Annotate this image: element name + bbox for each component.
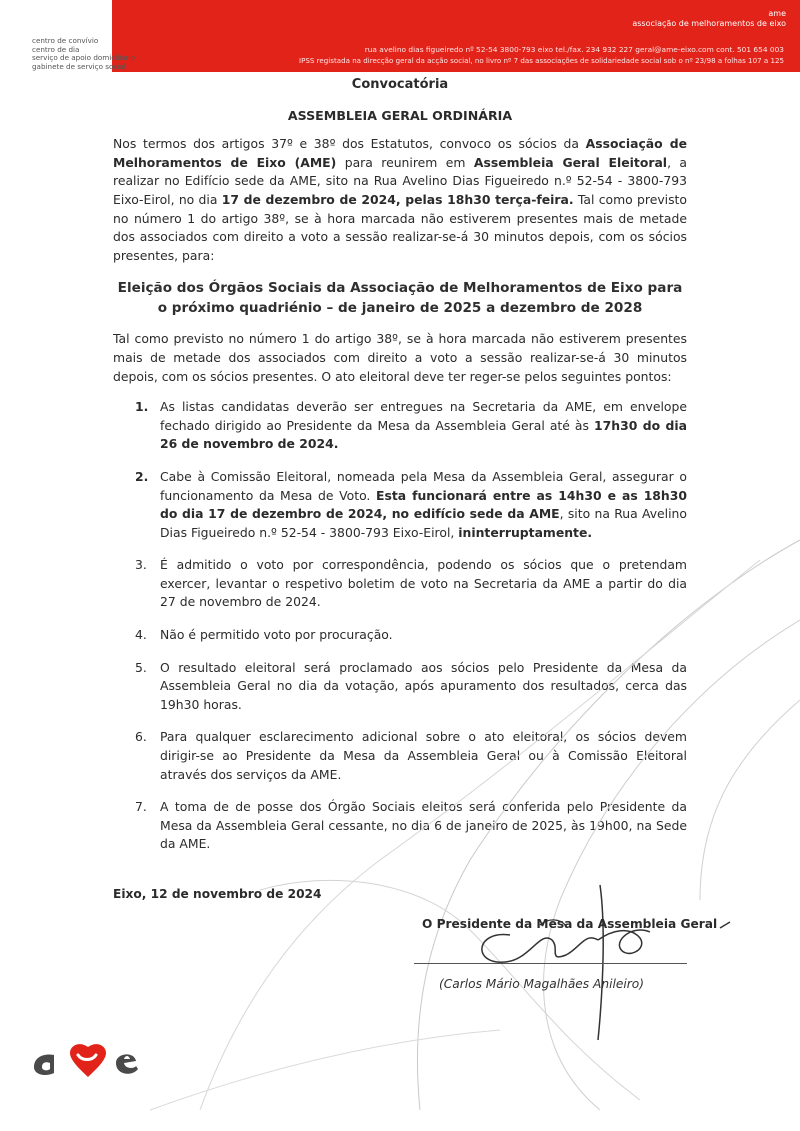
rule-text: , sito na Rua Avelino Dias Figueiredo n.º 52-54 - 3800-793 Eixo-Eirol, bbox=[160, 506, 687, 540]
date-line: Eixo, 12 de novembro de 2024 bbox=[113, 887, 322, 901]
signer-title: O Presidente da Mesa da Assembleia Geral bbox=[422, 917, 718, 931]
rule-number: 4. bbox=[135, 627, 147, 643]
header-org-short: ame bbox=[768, 9, 786, 18]
rule-text: As listas candidatas deverão ser entregues na Secretaria da AME, em envelope fechado dirigido ao Presidente da Mesa da Assembleia Geral até às bbox=[160, 399, 687, 433]
intro-text: Tal como previsto no número 1 do artigo 38º, se à hora marcada não estiverem presentes mais de metade dos associados com direito a voto a sessão realizar-se-á 30 minutos depois, com os sócios presentes, para: bbox=[113, 191, 687, 263]
election-heading: Eleição dos Órgãos Sociais da Associação de Melhoramentos de Eixo para o próximo quadriénio – de janeiro de 2025 a dezembro de 2028 bbox=[117, 280, 683, 317]
service-item: gabinete de serviço social bbox=[32, 61, 126, 71]
rule-text: Cabe à Comissão Eleitoral, nomeada pela Mesa da Assembleia Geral, assegurar o funcionamento da Mesa de Voto. bbox=[160, 468, 687, 503]
signature-line bbox=[414, 963, 687, 964]
intro-bold: Assembleia Geral Eleitoral bbox=[473, 154, 668, 170]
rule-number: 1. bbox=[135, 399, 149, 415]
intro-bold: Associação de Melhoramentos de Eixo (AME) bbox=[113, 136, 687, 170]
intro-text: , a realizar no Edifício sede da AME, sito na Rua Avelino Dias Figueiredo n.º 52-54 - 3800-793 Eixo-Eirol, no dia bbox=[113, 154, 688, 207]
rule-number: 7. bbox=[135, 799, 147, 815]
rule-number: 5. bbox=[135, 659, 147, 675]
intro-text: Nos termos dos artigos 37º e 38º dos Estatutos, convoco os sócios da bbox=[113, 136, 586, 152]
rules-paragraph: Tal como previsto no número 1 do artigo 38º, se à hora marcada não estiverem presentes mais de metade dos associados com direito a voto a sessão realizar-se-á 30 minutos depois, com os sócios presentes. O ato eleitoral deve ter reger-se pelos seguintes pontos: bbox=[113, 331, 687, 384]
service-item: serviço de apoio domiciliário bbox=[32, 53, 135, 63]
service-item: centro de dia bbox=[32, 44, 80, 54]
header-contact-line: rua avelino dias figueiredo nº 52-54 3800-793 eixo tel./fax. 234 932 227 geral@ame-eixo.com cont. 501 654 003 bbox=[364, 45, 784, 54]
intro-text: para reunirem em bbox=[336, 154, 474, 170]
header-ipss-line: IPSS registada na direcção geral da acção social, no livro nº 7 das associações de solidariedade social sob o nº 23/98 a folhas 107 a 125 bbox=[299, 56, 784, 65]
ame-logo bbox=[30, 1039, 180, 1083]
rule-text: O resultado eleitoral será proclamado aos sócios pelo Presidente da Mesa da Assembleia Geral no dia da votação, após apuramento dos resultados, cerca das 19h30 horas. bbox=[160, 659, 687, 712]
rule-text: Para qualquer esclarecimento adicional sobre o ato eleitoral, os sócios devem dirigir-se ao Presidente da Mesa da Assembleia Geral ou à Comissão Eleitoral através dos serviços da AME. bbox=[160, 729, 687, 782]
intro-bold: 17 de dezembro de 2024, pelas 18h30 terça-feira. bbox=[221, 191, 574, 207]
rule-number: 2. bbox=[135, 468, 149, 484]
signer-name: (Carlos Mário Magalhães Anileiro) bbox=[439, 977, 644, 991]
service-item: centro de convívio bbox=[32, 36, 99, 45]
rule-text: Esta funcionará entre as 14h30 e as 18h30 do dia 17 de dezembro de 2024, no edifício sede da AME bbox=[160, 487, 687, 522]
header-org-name: associação de melhoramentos de eixo bbox=[632, 19, 786, 28]
document-subtitle: ASSEMBLEIA GERAL ORDINÁRIA bbox=[287, 107, 513, 123]
rule-number: 6. bbox=[135, 729, 147, 745]
rule-text: 17h30 do dia 26 de novembro de 2024. bbox=[160, 417, 687, 452]
rule-number: 3. bbox=[135, 557, 147, 573]
rule-text: A toma de de posse dos Órgão Sociais eleitos será conferida pelo Presidente da Mesa da Assembleia Geral cessante, no dia 6 de janeiro de 2025, às 19h00, na Sede da AME. bbox=[160, 799, 687, 852]
rule-text: ininterruptamente. bbox=[458, 524, 593, 540]
rule-text: É admitido o voto por correspondência, podendo os sócios que o pretendam exercer, levantar o respetivo boletim de voto na Secretaria da AME a partir do dia 27 de novembro de 2024. bbox=[160, 557, 687, 610]
document-title: Convocatória bbox=[351, 77, 449, 92]
rule-text: Não é permitido voto por procuração. bbox=[160, 627, 393, 643]
